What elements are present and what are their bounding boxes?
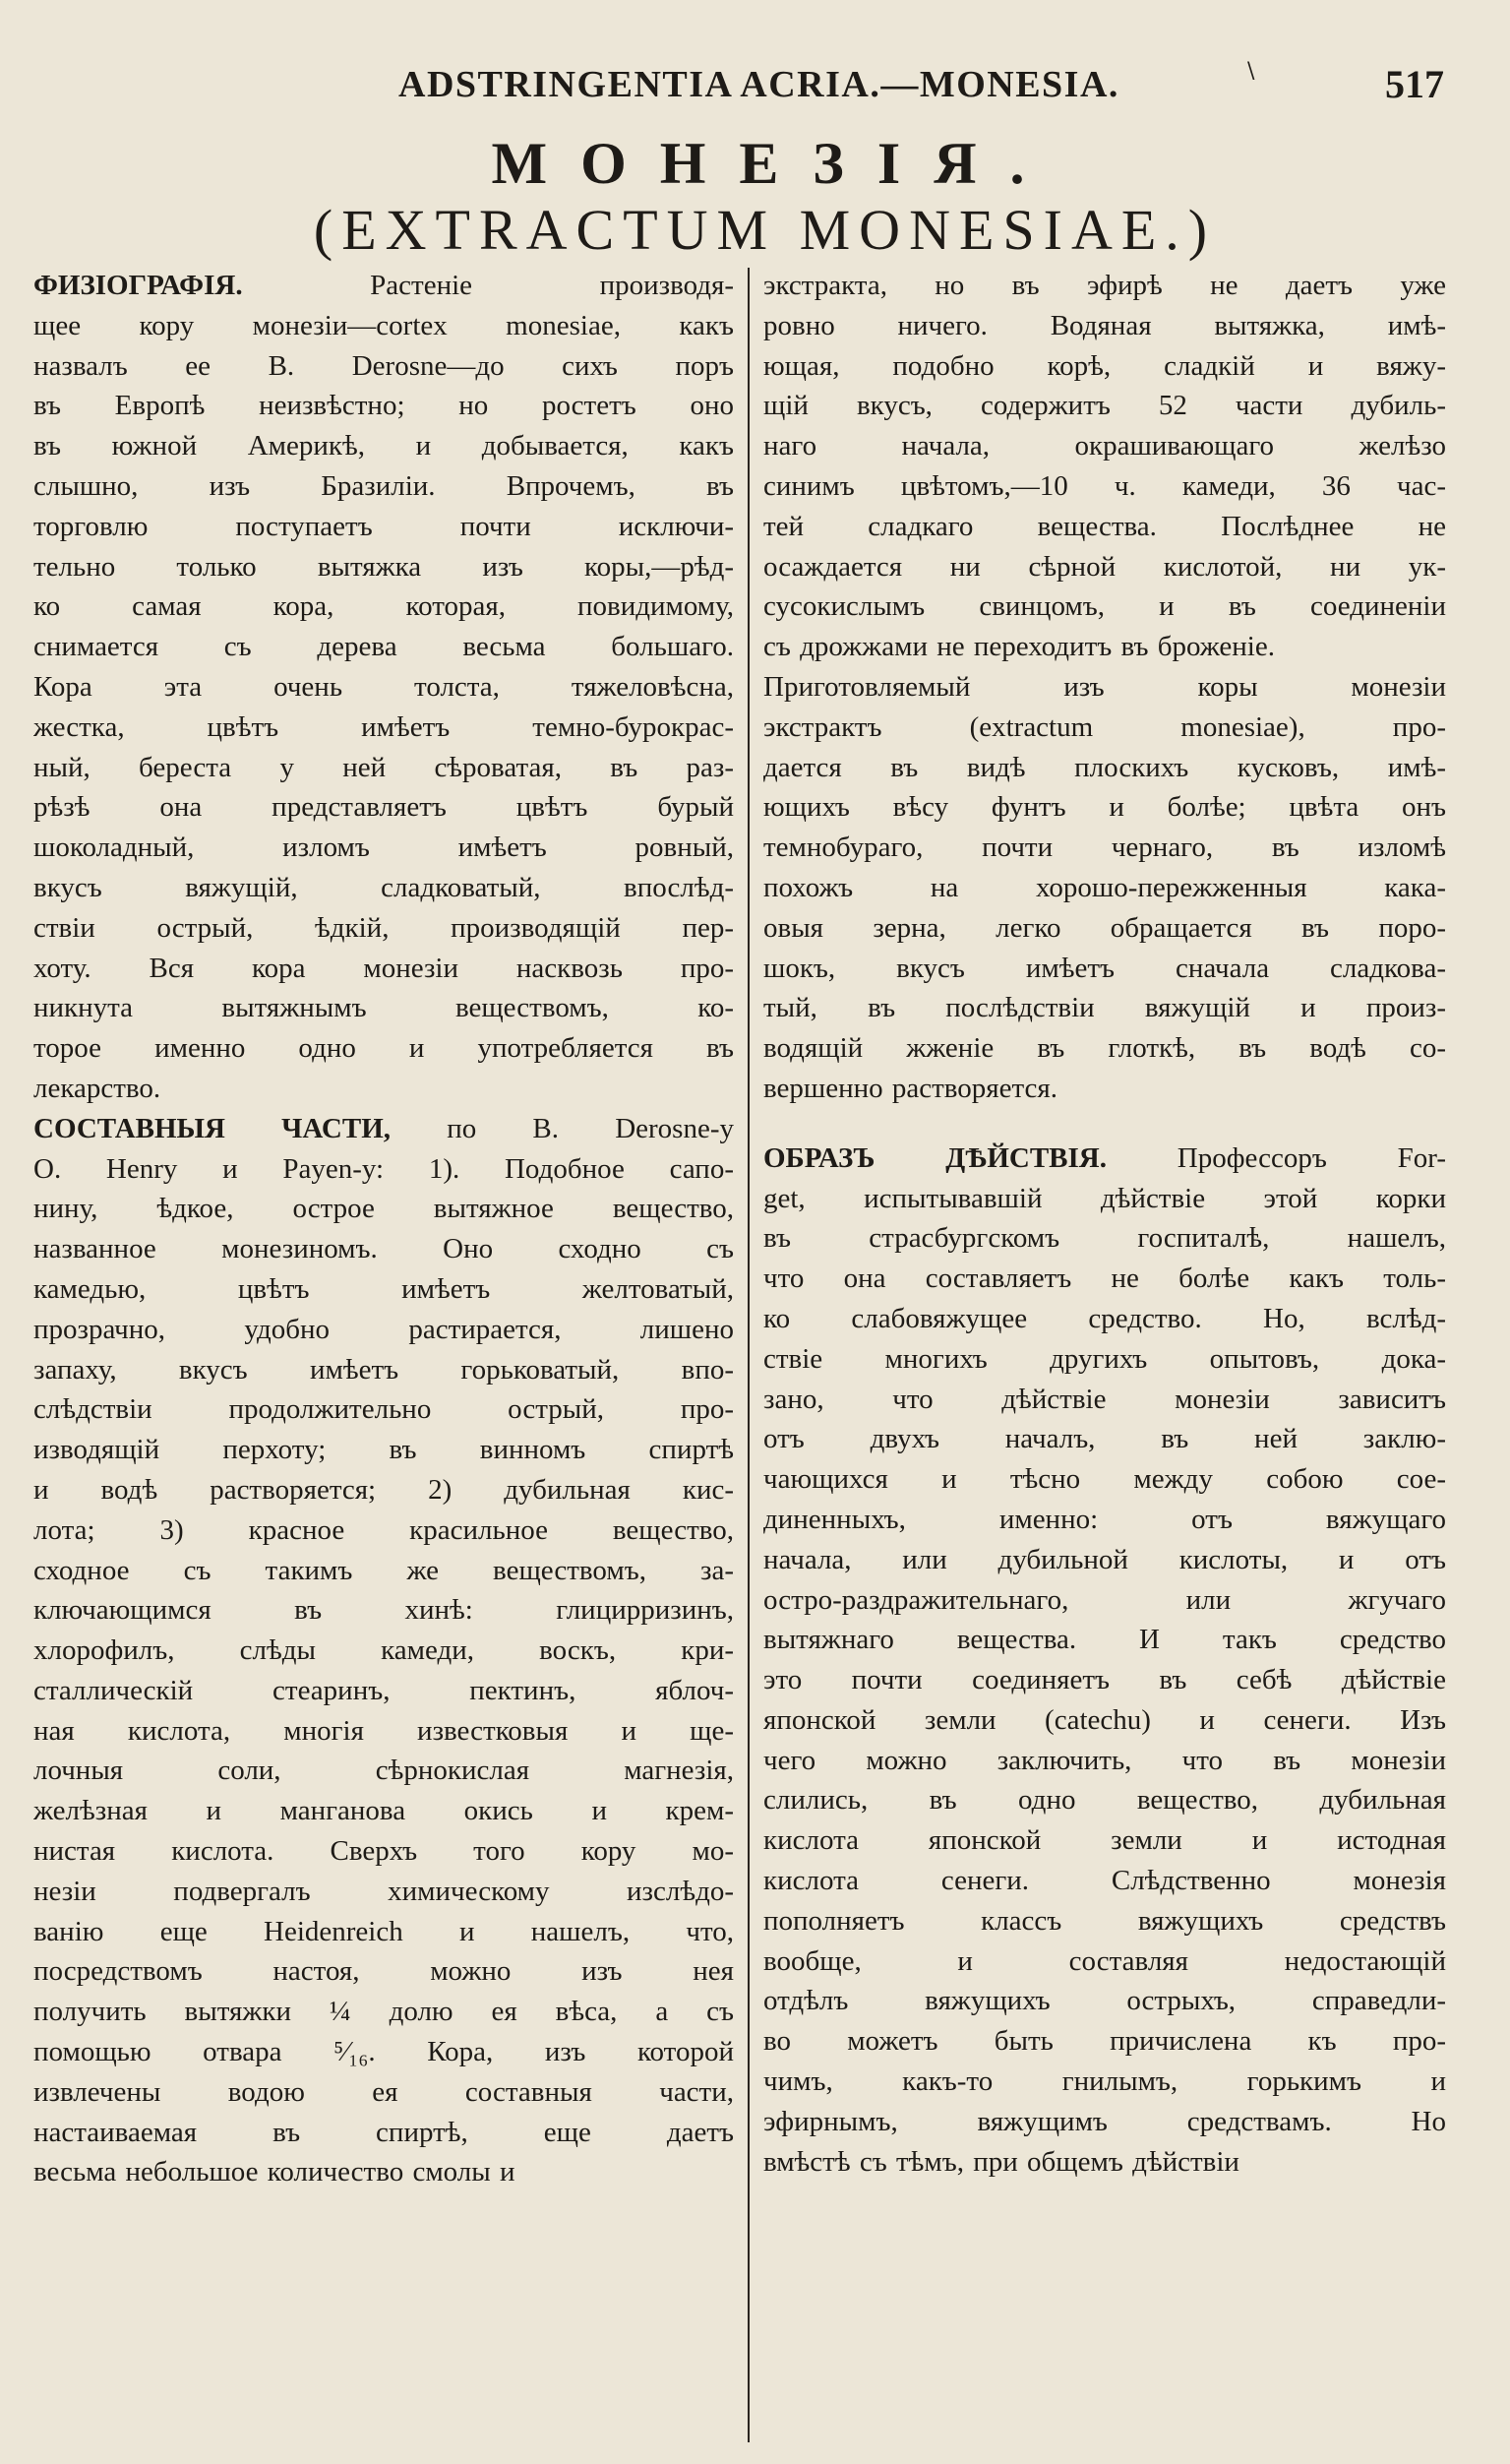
text-line: шоколадный, изломъ имѣетъ ровный, (33, 832, 734, 864)
text-line: торое именно одно и употребляется въ (33, 1032, 734, 1065)
text-line: нину, ѣдкое, острое вытяжное вещество, (33, 1193, 734, 1225)
text-line: съ дрожжами не переходитъ въ броженіе. (763, 631, 1275, 663)
text-line: незіи подвергалъ химическому изслѣдо- (33, 1875, 734, 1907)
text-line: вкусъ вяжущій, сладковатый, впослѣд- (33, 871, 734, 903)
text-line: чего можно заключить, что въ монезіи (763, 1744, 1446, 1776)
text-line: хлорофилъ, слѣды камеди, воскъ, кри- (33, 1634, 734, 1667)
text-line: дается въ видѣ плоскихъ кусковъ, имѣ- (763, 751, 1446, 783)
text-line: ко слабовяжущее средство. Но, вслѣд- (763, 1302, 1446, 1334)
text-line: посредствомъ настоя, можно изъ нея (33, 1955, 734, 1988)
text-line: водящій жженіе въ глоткѣ, въ водѣ со- (763, 1032, 1446, 1065)
text-line: ющихъ вѣсу фунтъ и болѣе; цвѣта онъ (763, 791, 1446, 824)
text-line: ная кислота, многія известковыя и ще- (33, 1714, 734, 1747)
text-line: весьма небольшое количество смолы и (33, 2156, 515, 2188)
text-line: запаху, вкусъ имѣетъ горьковатый, впо- (33, 1353, 734, 1386)
text-line: синимъ цвѣтомъ,—10 ч. камеди, 36 час- (763, 469, 1446, 502)
text-line: ный, береста у ней сѣроватая, въ раз- (33, 751, 734, 783)
text-line: экстракта, но въ эфирѣ не даетъ уже (763, 270, 1446, 301)
text-line: ровно ничего. Водяная вытяжка, имѣ- (763, 309, 1446, 341)
paragraph-gap (763, 1109, 1446, 1139)
running-head-mark: \ (1247, 59, 1255, 84)
text-line: тельно только вытяжка изъ коры,—рѣд- (33, 550, 734, 583)
text-line: овыя зерна, легко обращается въ поро- (763, 911, 1446, 944)
text-line: щее кору монезіи—cortex monesiae, какъ (33, 309, 734, 341)
text-line: японской земли (catechu) и сенеги. Изъ (763, 1703, 1446, 1736)
text-line: во можетъ быть причислена къ про- (763, 2025, 1446, 2058)
text-line: экстрактъ (extractum monesiae), про- (763, 710, 1446, 743)
text-line: Кора эта очень толста, тяжеловѣсна, (33, 670, 734, 703)
column-divider (748, 268, 750, 2442)
running-head (0, 57, 1510, 116)
article-subtitle: (EXTRACTUM MONESIAE.) (313, 198, 1217, 262)
text-line: ванію еще Heidenreich и нашелъ, что, (33, 1915, 734, 1947)
text-line: снимается съ дерева весьма большаго. (33, 631, 734, 663)
text-line: что она составляетъ не болѣе какъ толь- (763, 1263, 1446, 1295)
text-line: въ Европѣ неизвѣстно; но ростетъ оно (33, 390, 734, 422)
text-line: лекарство. (33, 1072, 161, 1104)
text-line: диненныхъ, именно: отъ вяжущаго (763, 1503, 1446, 1535)
text-line: жестка, цвѣтъ имѣетъ темно-бурокрас- (33, 710, 734, 743)
text-line: прозрачно, удобно растирается, лишено (33, 1313, 734, 1345)
text-line: сусокислымъ свинцомъ, и въ соединеніи (763, 590, 1446, 623)
text-line: это почти соединяетъ въ себѣ дѣйствіе (763, 1664, 1446, 1696)
text-line: наго начала, окрашивающаго желѣзо (763, 430, 1446, 462)
text-line: Приготовляемый изъ коры монезіи (763, 670, 1446, 703)
text-line: пополняетъ классъ вяжущихъ средствъ (763, 1904, 1446, 1937)
text-line: никнута вытяжнымъ веществомъ, ко- (33, 992, 734, 1024)
text-line: начала, или дубильной кислоты, и отъ (763, 1543, 1446, 1575)
text-line: рѣзѣ она представляетъ цвѣтъ бурый (33, 791, 734, 824)
text-line: слѣдствіи продолжительно острый, про- (33, 1393, 734, 1426)
text-line: слились, въ одно вещество, дубильная (763, 1784, 1446, 1817)
text-line: кислота сенеги. Слѣдственно монезія (763, 1865, 1446, 1897)
text-line: отдѣлъ вяжущихъ острыхъ, справедли- (763, 1985, 1446, 2017)
text-line: ОБРАЗЪ ДѢЙСТВІЯ. Профессоръ For- (763, 1141, 1446, 1174)
text-line: слышно, изъ Бразиліи. Впрочемъ, въ (33, 469, 734, 502)
text-line: сходное съ такимъ же веществомъ, за- (33, 1554, 734, 1586)
running-head-title: ADSTRINGENTIA ACRIA.—MONESIA. (398, 64, 1119, 105)
text-line: О. Henry и Payen-у: 1). Подобное сапо- (33, 1152, 734, 1185)
text-line: вытяжнаго вещества. И такъ средство (763, 1624, 1446, 1656)
text-line: желѣзная и манганова окись и крем- (33, 1795, 734, 1827)
text-line: зано, что дѣйствіе монезіи зависитъ (763, 1383, 1446, 1415)
text-line: ко самая кора, которая, повидимому, (33, 590, 734, 623)
text-line: хоту. Вся кора монезіи насквозь про- (33, 952, 734, 984)
text-line: похожъ на хорошо-пережженныя кака- (763, 871, 1446, 903)
text-line: торговлю поступаетъ почти исключи- (33, 510, 734, 542)
text-line: извлечены водою ея составныя части, (33, 2075, 734, 2108)
text-line: шокъ, вкусъ имѣетъ сначала сладкова- (763, 952, 1446, 984)
text-line: и водѣ растворяется; 2) дубильная кис- (33, 1473, 734, 1506)
text-line: темнобураго, почти чернаго, въ изломѣ (763, 832, 1446, 864)
text-line: остро-раздражительнаго, или жгучаго (763, 1583, 1446, 1616)
text-line: тей сладкаго вещества. Послѣднее не (763, 510, 1446, 542)
text-line: въ южной Америкѣ, и добывается, какъ (33, 430, 734, 462)
text-line: кислота японской земли и истодная (763, 1824, 1446, 1857)
text-line: get, испытывавшій дѣйствіе этой корки (763, 1182, 1446, 1214)
text-line: въ страсбургскомъ госпиталѣ, нашелъ, (763, 1222, 1446, 1255)
text-line: лочныя соли, сѣрнокислая магнезія, (33, 1755, 734, 1787)
text-line: помощью отвара ⁵⁄₁₆. Кора, изъ которой (33, 2036, 734, 2068)
text-line: тый, въ послѣдствіи вяжущій и произ- (763, 992, 1446, 1024)
text-line: ствіи острый, ѣдкій, производящій пер- (33, 911, 734, 944)
text-line: нистая кислота. Сверхъ того кору мо- (33, 1835, 734, 1868)
text-line: отъ двухъ началъ, въ ней заклю- (763, 1423, 1446, 1455)
article-title: МОНЕЗІЯ. (491, 131, 1058, 196)
text-line: изводящій перхоту; въ винномъ спиртѣ (33, 1434, 734, 1466)
text-line: названное монезиномъ. Оно сходно съ (33, 1233, 734, 1265)
right-column (763, 266, 1446, 2182)
text-line: ключающимся въ хинѣ: глицирризинъ, (33, 1594, 734, 1627)
text-line: настаиваемая въ спиртѣ, еще даетъ (33, 2116, 734, 2148)
text-line: вмѣстѣ съ тѣмъ, при общемъ дѣйствіи (763, 2145, 1239, 2178)
left-column (33, 266, 734, 2192)
text-line: лота; 3) красное красильное вещество, (33, 1513, 734, 1546)
text-line: вообще, и составляя недостающій (763, 1944, 1446, 1977)
text-line: СОСТАВНЫЯ ЧАСТИ, по В. Derosne-у (33, 1112, 734, 1144)
page-number: 517 (1385, 62, 1444, 106)
text-line: эфирнымъ, вяжущимъ средствамъ. Но (763, 2105, 1446, 2137)
text-line: чающихся и тѣсно между собою сое- (763, 1463, 1446, 1496)
text-line: ющая, подобно корѣ, сладкій и вяжу- (763, 349, 1446, 382)
text-line: чимъ, какъ-то гнилымъ, горькимъ и (763, 2065, 1446, 2098)
text-line: щій вкусъ, содержитъ 52 части дубиль- (763, 390, 1446, 422)
text-line: назвалъ ее В. Derosne—до сихъ поръ (33, 349, 734, 382)
text-line: ФИЗІОГРАФІЯ. Растеніе производя- (33, 270, 734, 301)
text-line: получить вытяжки ¼ долю ея вѣса, а съ (33, 1996, 734, 2028)
text-line: сталлическій стеаринъ, пектинъ, яблоч- (33, 1674, 734, 1706)
text-line: осаждается ни сѣрной кислотой, ни ук- (763, 550, 1446, 583)
text-line: камедью, цвѣтъ имѣетъ желтоватый, (33, 1272, 734, 1305)
text-line: вершенно растворяется. (763, 1072, 1057, 1104)
text-line: ствіе многихъ другихъ опытовъ, дока- (763, 1342, 1446, 1375)
